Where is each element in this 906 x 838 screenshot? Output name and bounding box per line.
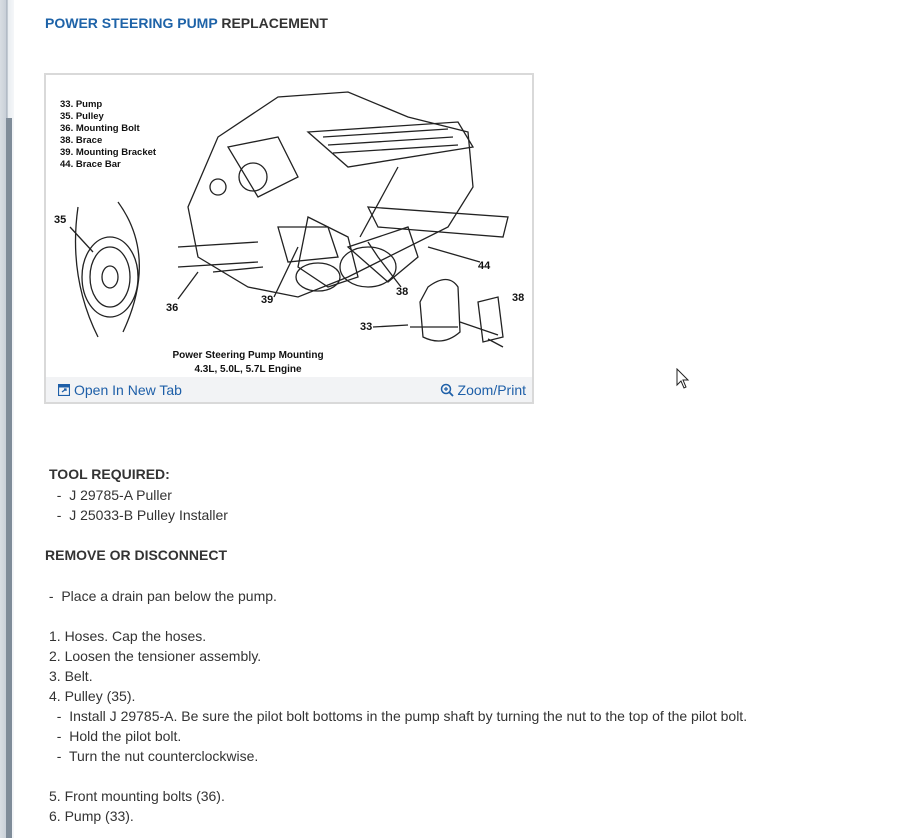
step-item: 6. Pump (33). xyxy=(49,808,134,824)
left-scrollbar[interactable] xyxy=(0,0,14,838)
tool-item: - J 29785-A Puller xyxy=(49,487,172,503)
prep-instruction: - Place a drain pan below the pump. xyxy=(45,588,277,604)
figure-toolbar xyxy=(46,377,532,402)
legend-item: 35. Pulley xyxy=(60,111,104,122)
open-in-new-tab-label: Open In New Tab xyxy=(74,382,182,398)
callout-label: 38 xyxy=(396,286,409,298)
legend-item: 38. Brace xyxy=(60,135,103,146)
mouse-cursor-icon xyxy=(676,368,690,390)
figure-caption-engine: 4.3L, 5.0L, 5.7L Engine xyxy=(194,364,302,375)
legend-item: 44. Brace Bar xyxy=(60,159,121,170)
step-item: 4. Pulley (35). xyxy=(49,688,136,704)
legend-item: 36. Mounting Bolt xyxy=(60,123,140,134)
substep-item: - Turn the nut counterclockwise. xyxy=(49,748,259,764)
callout-label: 39 xyxy=(261,294,274,306)
page-title xyxy=(45,15,328,31)
callout-label: 38 xyxy=(512,292,525,304)
zoom-icon xyxy=(440,383,454,397)
substep-item: - Install J 29785-A. Be sure the pilot bolt bottoms in the pump shaft by turning the nut to the top of the pilot bolt. xyxy=(49,708,748,724)
zoom-print-link[interactable] xyxy=(440,382,526,398)
callout-label: 33 xyxy=(360,321,373,333)
step-item: 3. Belt. xyxy=(49,668,93,684)
tools-heading: TOOL REQUIRED: xyxy=(49,466,170,482)
callout-label: 36 xyxy=(166,302,179,314)
new-tab-icon xyxy=(58,384,70,396)
step-item: 1. Hoses. Cap the hoses. xyxy=(49,628,207,644)
callout-label: 35 xyxy=(54,214,67,226)
callout-label: 44 xyxy=(478,260,491,272)
title-rest: REPLACEMENT xyxy=(217,15,328,31)
remove-heading: REMOVE OR DISCONNECT xyxy=(45,547,228,563)
title-highlight: POWER STEERING PUMP xyxy=(45,15,218,31)
open-in-new-tab-link[interactable] xyxy=(58,382,182,398)
step-item: 2. Loosen the tensioner assembly. xyxy=(49,648,262,664)
scrollbar-thumb[interactable] xyxy=(6,118,12,838)
step-item: 5. Front mounting bolts (36). xyxy=(49,788,225,804)
power-steering-diagram[interactable] xyxy=(48,77,532,381)
zoom-print-label: Zoom/Print xyxy=(457,382,526,398)
legend-item: 39. Mounting Bracket xyxy=(60,147,157,158)
legend-item: 33. Pump xyxy=(60,99,103,110)
substep-item: - Hold the pilot bolt. xyxy=(49,728,182,744)
figure-caption-title: Power Steering Pump Mounting xyxy=(172,350,324,361)
tool-item: - J 25033-B Pulley Installer xyxy=(49,507,228,523)
figure-container xyxy=(44,73,534,404)
